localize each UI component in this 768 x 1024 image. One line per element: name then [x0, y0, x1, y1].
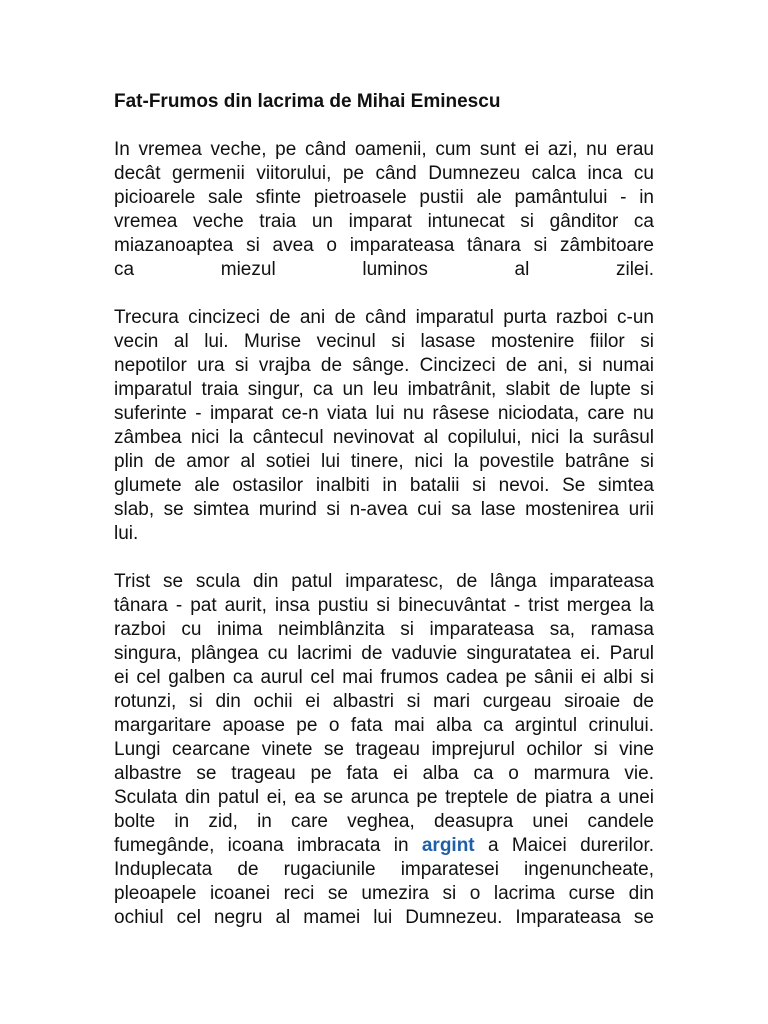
- paragraph-2: [114, 306, 654, 546]
- text-line: ochiul cel negru al mamei lui Dumnezeu. Imparateasa se: [114, 907, 654, 928]
- text-line: lui.: [114, 523, 139, 544]
- text-line: tânara - pat aurit, insa pustiu si binecuvântat - trist mergea la: [114, 595, 654, 616]
- text-line: imparatul traia singur, ca un leu imbatrânit, slabit de lupte si: [114, 379, 654, 400]
- text-line: margaritare apoase pe o fata mai alba ca argintul crinului.: [114, 715, 654, 736]
- text-line: vecin al lui. Murise vecinul si lasase mostenire fiilor si: [114, 331, 654, 352]
- text-line: Lungi cearcane vinete se trageau imprejurul ochilor si vine: [114, 739, 654, 760]
- paragraph-3: [114, 570, 654, 930]
- text-line: suferinte - imparat ce-n viata lui nu râsese niciodata, care nu: [114, 403, 654, 424]
- text-line: Trist se scula din patul imparatesc, de lânga imparateasa: [114, 571, 654, 592]
- text-line: vremea veche traia un imparat intunecat si gânditor ca: [114, 211, 654, 232]
- text-line: pleoapele icoanei reci se umezira si o lacrima curse din: [114, 883, 654, 904]
- document-title: Fat-Frumos din lacrima de Mihai Eminescu: [114, 91, 501, 112]
- text-line: glumete ale ostasilor inalbiti in batalii si nevoi. Se simtea: [114, 475, 654, 496]
- argint-link[interactable]: argint: [421, 835, 475, 856]
- link-line-before: fumegânde, icoana imbracata in: [114, 835, 422, 856]
- text-line: miazanoaptea si avea o imparateasa tânara si zâmbitoare: [114, 235, 654, 256]
- text-line: Induplecata de rugaciunile imparatesei ingenuncheate,: [114, 859, 654, 880]
- text-line: ca miezul luminos al zilei.: [114, 259, 654, 280]
- text-line: slab, se simtea murind si n-avea cui sa lase mostenirea urii: [114, 499, 654, 520]
- text-line: albastre se trageau pe fata ei alba ca o marmura vie.: [114, 763, 654, 784]
- text-line: plin de amor al sotiei lui tinere, nici la povestile batrâne si: [114, 451, 654, 472]
- document-page: [114, 90, 654, 954]
- paragraph-1: [114, 138, 654, 282]
- text-line: zâmbea nici la cântecul nevinovat al copilului, nici la surâsul: [114, 427, 654, 448]
- text-line: singura, plângea cu lacrimi de vaduvie singuratatea ei. Parul: [114, 643, 654, 664]
- text-line: Trecura cincizeci de ani de când imparatul purta razboi c-un: [114, 307, 654, 328]
- text-line: rotunzi, si din ochii ei albastri si mari curgeau siroaie de: [114, 691, 654, 712]
- text-line: bolte in zid, in care veghea, deasupra unei candele: [114, 811, 654, 832]
- text-line: razboi cu inima neimblânzita si imparateasa sa, ramasa: [114, 619, 654, 640]
- text-line: In vremea veche, pe când oamenii, cum sunt ei azi, nu erau: [114, 139, 654, 160]
- link-line-after: a Maicei durerilor.: [474, 835, 655, 856]
- text-line: nepotilor ura si vrajba de sânge. Cincizeci de ani, si numai: [114, 355, 654, 376]
- text-line: ei cel galben ca aurul cel mai frumos cadea pe sânii ei albi si: [114, 667, 654, 688]
- text-line-with-link: [114, 834, 654, 858]
- text-line: decât germenii viitorului, pe când Dumnezeu calca inca cu: [114, 163, 654, 184]
- text-line: picioarele sale sfinte pietroasele pustii ale pamântului - in: [114, 187, 654, 208]
- text-line: Sculata din patul ei, ea se arunca pe treptele de piatra a unei: [114, 787, 654, 808]
